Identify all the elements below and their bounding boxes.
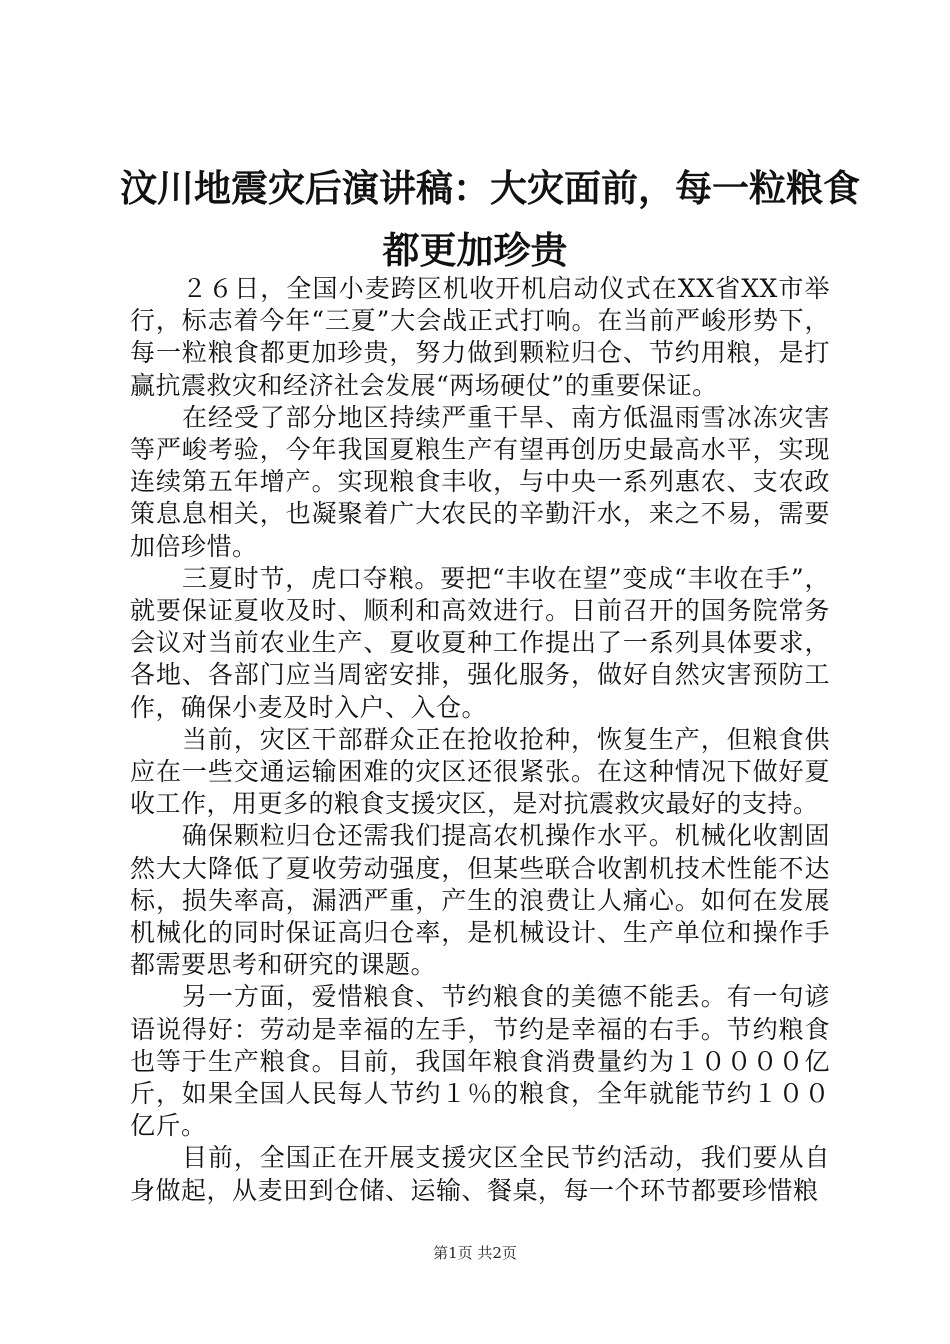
paragraph-6: 另一方面，爱惜粮食、节约粮食的美德不能丢。有一句谚语说得好：劳动是幸福的左手，节约是幸福的右手。节约粮食也等于生产粮食。目前，我国年粮食消费量约为１００００亿斤，如果全国人民每人节约１％的粮食，全年就能节约１００亿斤。 <box>130 982 830 1141</box>
paragraph-4: 当前，灾区干部群众正在抢收抢种，恢复生产，但粮食供应在一些交通运输困难的灾区还很紧张。在这种情况下做好夏收工作，用更多的粮食支援灾区，是对抗震救灾最好的支持。 <box>130 724 830 819</box>
paragraph-3: 三夏时节，虎口夺粮。要把“丰收在望”变成“丰收在手”，就要保证夏收及时、顺利和高效进行。日前召开的国务院常务会议对当前农业生产、夏收夏种工作提出了一系列具体要求，各地、各部门应当周密安排，强化服务，做好自然灾害预防工作，确保小麦及时入户、入仓。 <box>130 563 830 722</box>
page-number-footer: 第1页 共2页 <box>433 1244 517 1262</box>
title-line-1: 汶川地震灾后演讲稿：大灾面前，每一粒粮食 <box>120 167 860 210</box>
document-body <box>130 273 830 1207</box>
paragraph-5: 确保颗粒归仓还需我们提高农机操作水平。机械化收割固然大大降低了夏收劳动强度，但某些联合收割机技术性能不达标，损失率高，漏洒严重，产生的浪费让人痛心。如何在发展机械化的同时保证高归仓率，是机械设计、生产单位和操作手都需要思考和研究的课题。 <box>130 821 830 980</box>
paragraph-7: 目前，全国正在开展支援灾区全民节约活动，我们要从自身做起，从麦田到仓储、运输、餐桌，每一个环节都要珍惜粮 <box>130 1143 830 1205</box>
title-line-2: 都更加珍贵 <box>382 229 568 272</box>
paragraph-2: 在经受了部分地区持续严重干旱、南方低温雨雪冰冻灾害等严峻考验，今年我国夏粮生产有望再创历史最高水平，实现连续第五年增产。实现粮食丰收，与中央一系列惠农、支农政策息息相关，也凝聚着广大农民的辛勤汗水，来之不易，需要加倍珍惜。 <box>130 402 830 561</box>
paragraph-1: ２６日，全国小麦跨区机收开机启动仪式在XX省XX市举行，标志着今年“三夏”大会战正式打响。在当前严峻形势下，每一粒粮食都更加珍贵，努力做到颗粒归仓、节约用粮，是打赢抗震救灾和经济社会发展“两场硬仗”的重要保证。 <box>130 274 830 400</box>
document-title <box>120 158 860 282</box>
